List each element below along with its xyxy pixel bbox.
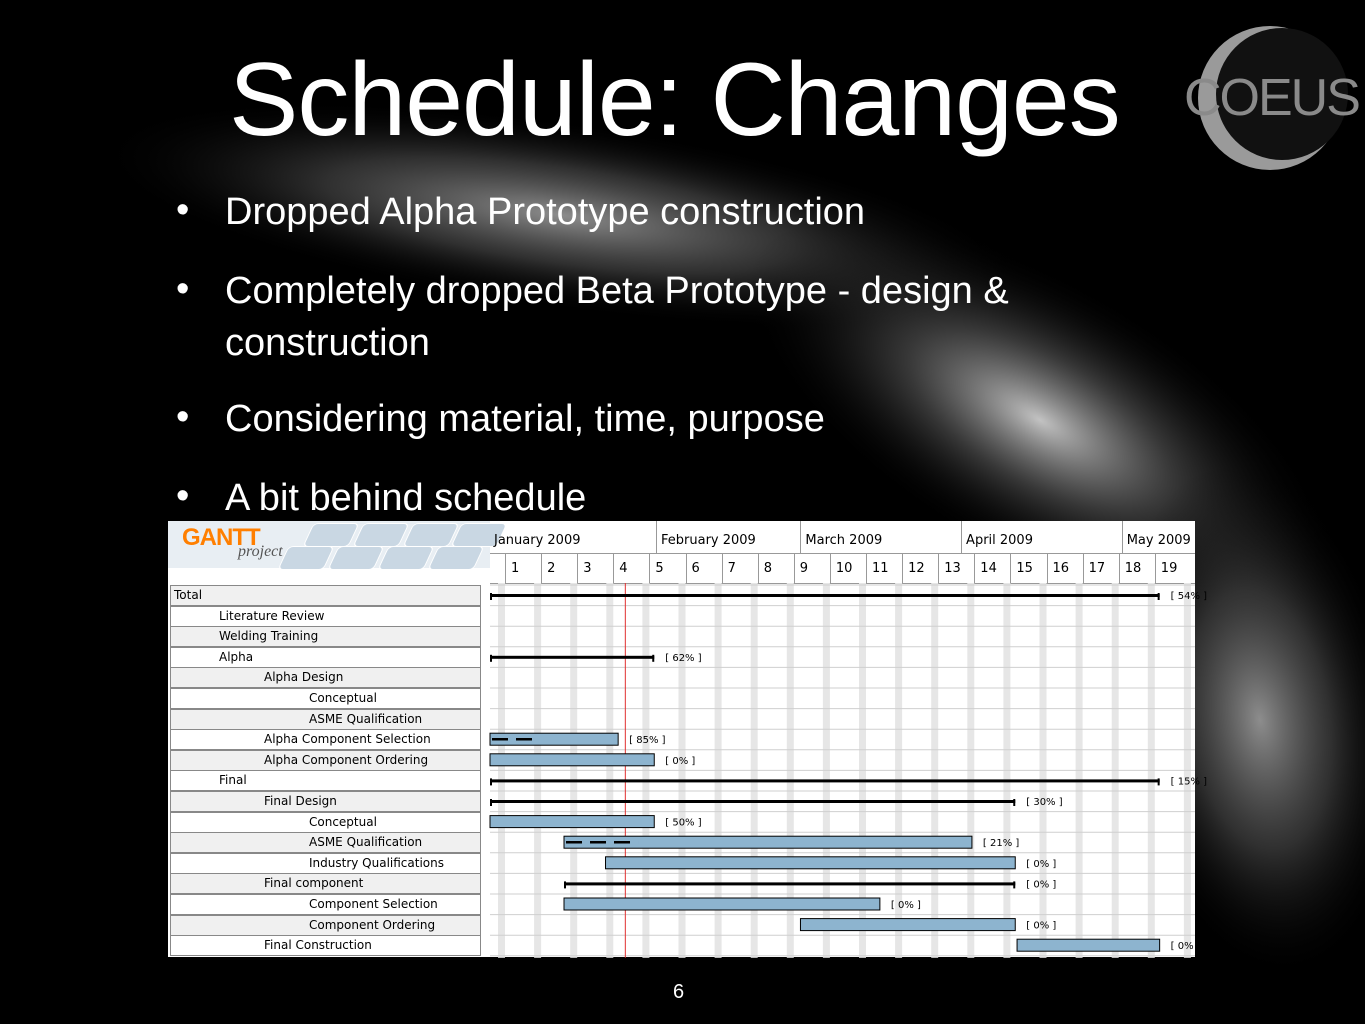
- week-label: 16: [1047, 553, 1083, 583]
- task-percent-label: [ 0% ]: [1026, 858, 1057, 870]
- task-percent-label: [ 0% ]: [890, 900, 921, 911]
- week-label: 4: [613, 553, 649, 583]
- week-label: 13: [938, 553, 974, 583]
- logo-project-text: project: [238, 543, 283, 560]
- task-row[interactable]: [170, 791, 481, 812]
- month-label: April 2009: [961, 521, 1122, 553]
- task-row[interactable]: [170, 647, 481, 668]
- month-header: [490, 521, 1195, 554]
- task-name: Final Construction: [264, 938, 372, 953]
- task-name: Literature Review: [219, 608, 325, 623]
- week-label: 7: [722, 553, 758, 583]
- task-name: ASME Qualification: [309, 835, 423, 850]
- task-percent-label: [ 0% ]: [665, 755, 696, 767]
- task-row[interactable]: [170, 853, 481, 874]
- bullet-marker: •: [176, 396, 190, 438]
- bullet-marker: •: [176, 189, 190, 231]
- bullet-text: A bit behind schedule: [225, 477, 587, 519]
- summary-bar-start-cap: [490, 593, 492, 600]
- task-row[interactable]: [170, 935, 481, 956]
- task-row[interactable]: [170, 894, 481, 915]
- summary-bar: [490, 594, 1160, 597]
- task-name: Final component: [264, 876, 364, 891]
- task-row[interactable]: [170, 873, 481, 894]
- week-label: 19: [1155, 553, 1191, 583]
- summary-bar: [490, 800, 1015, 803]
- task-name: Alpha Design: [264, 670, 344, 685]
- task-name: Alpha Component Selection: [264, 732, 431, 747]
- month-label: January 2009: [494, 533, 581, 548]
- bullet-text: Dropped Alpha Prototype construction: [225, 191, 866, 233]
- bullet-text: Completely dropped Beta Prototype - design & construction: [225, 270, 1009, 364]
- month-label: May 2009: [1122, 521, 1195, 553]
- month-label: March 2009: [800, 521, 961, 553]
- week-header: [490, 553, 1195, 584]
- summary-bar-end-cap: [1013, 881, 1015, 888]
- task-percent-label: [ 62% ]: [665, 652, 702, 664]
- task-row[interactable]: [170, 750, 481, 771]
- summary-bar: [564, 882, 1015, 885]
- summary-bar-end-cap: [652, 655, 654, 662]
- task-name: Final: [219, 773, 247, 788]
- summary-bar-end-cap: [1158, 593, 1160, 600]
- week-label: 17: [1083, 553, 1119, 583]
- bullet-marker: •: [176, 268, 190, 310]
- slide-title: Schedule: Changes: [229, 42, 1120, 158]
- week-label: 12: [902, 553, 938, 583]
- task-name: Component Selection: [309, 897, 438, 911]
- summary-bar: [490, 779, 1160, 782]
- task-name: Final Design: [264, 794, 337, 808]
- task-row[interactable]: [170, 812, 481, 833]
- week-label: 8: [758, 553, 794, 583]
- task-row[interactable]: [170, 770, 481, 791]
- task-bar: [800, 919, 1015, 931]
- coeus-logo: [1170, 18, 1359, 178]
- task-name: Alpha: [219, 649, 254, 664]
- task-row[interactable]: [170, 729, 481, 750]
- bullet-marker: •: [176, 475, 190, 517]
- task-percent-label: [ 0% ]: [1026, 879, 1057, 891]
- week-label: 3: [577, 553, 613, 583]
- week-label: 9: [794, 553, 830, 583]
- logo-text: COEUS: [1184, 69, 1359, 127]
- task-percent-label: [ 85% ]: [629, 735, 666, 747]
- task-name: Total: [174, 588, 203, 602]
- task-percent-label: [ 0% ]: [1026, 920, 1057, 932]
- task-name: Welding Training: [219, 629, 319, 644]
- bullet-text: Considering material, time, purpose: [225, 398, 825, 440]
- task-bar: [1017, 939, 1160, 951]
- month-label: February 2009: [656, 521, 800, 553]
- task-row[interactable]: [170, 585, 481, 606]
- task-name: Conceptual: [309, 691, 377, 705]
- task-name: Component Ordering: [309, 917, 436, 932]
- summary-bar-start-cap: [490, 799, 492, 806]
- week-label: 14: [974, 553, 1010, 583]
- task-row[interactable]: [170, 915, 481, 936]
- summary-bar-start-cap: [564, 881, 566, 888]
- task-percent-label: [ 15% ]: [1170, 776, 1208, 788]
- week-label: 10: [830, 553, 866, 583]
- summary-bar-end-cap: [1158, 778, 1160, 785]
- week-label: 18: [1119, 553, 1155, 583]
- week-label: 15: [1010, 553, 1046, 583]
- gantt-chart-screenshot: [168, 521, 1208, 957]
- task-bar: [490, 816, 654, 828]
- task-row[interactable]: [170, 832, 481, 853]
- summary-bar: [490, 656, 654, 659]
- task-row[interactable]: [170, 709, 481, 730]
- task-bar: [490, 754, 654, 766]
- week-label: 2: [541, 553, 577, 583]
- week-label: 6: [686, 553, 722, 583]
- task-percent-label: [ 54% ]: [1170, 591, 1208, 602]
- page-number: 6: [673, 981, 685, 1003]
- task-percent-label: [ 0% ]: [1170, 941, 1201, 953]
- task-name: Alpha Component Ordering: [264, 752, 429, 767]
- task-row[interactable]: [170, 626, 481, 647]
- task-name: Industry Qualifications: [309, 855, 444, 870]
- task-name: Conceptual: [309, 814, 377, 829]
- task-percent-label: [ 21% ]: [982, 838, 1020, 850]
- week-label: 1: [505, 553, 541, 583]
- summary-bar-end-cap: [1013, 799, 1015, 806]
- gantt-header: [168, 521, 1195, 583]
- gantt-timeline: [490, 583, 1208, 957]
- task-bar: [606, 857, 1016, 869]
- week-label: 5: [649, 553, 685, 583]
- logo-gantt-text: GANTT: [182, 524, 260, 551]
- ganttproject-logo: [168, 521, 490, 568]
- task-bar: [564, 898, 880, 910]
- task-row[interactable]: [170, 606, 481, 627]
- task-row[interactable]: [170, 688, 481, 709]
- task-name: ASME Qualification: [309, 711, 423, 726]
- task-bar: [490, 733, 618, 745]
- task-percent-label: [ 50% ]: [665, 817, 702, 829]
- task-percent-label: [ 30% ]: [1026, 797, 1063, 808]
- summary-bar-start-cap: [490, 778, 492, 785]
- task-row[interactable]: [170, 667, 481, 688]
- summary-bar-start-cap: [490, 655, 492, 662]
- week-label: 11: [866, 553, 902, 583]
